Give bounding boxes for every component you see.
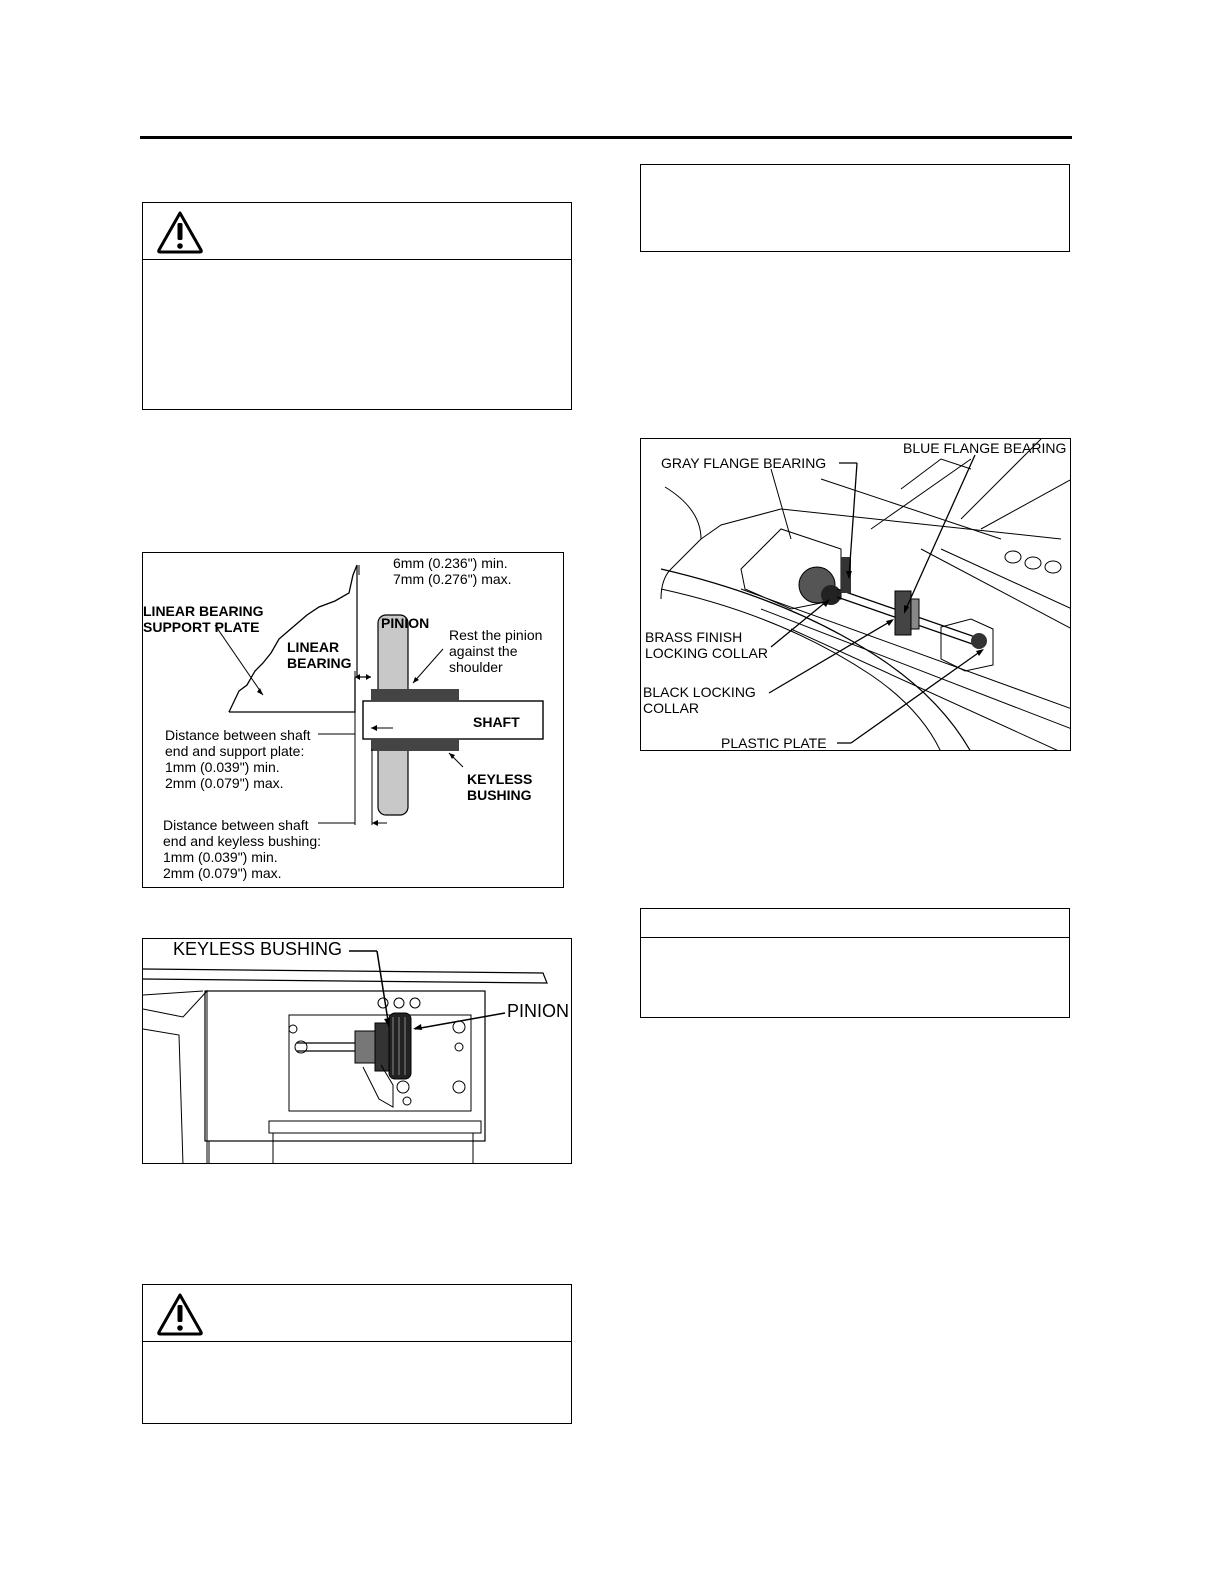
pinion-callout: PINION (507, 1001, 570, 1021)
rest-pinion-note: Rest the pinion against the shoulder (449, 627, 543, 675)
warning-triangle-icon (155, 209, 205, 255)
pinion-label: PINION (381, 615, 430, 631)
pinion-assembly-drawing (143, 939, 572, 1164)
linear-bearing-label: LINEAR BEARING (287, 639, 352, 671)
blue-flange-bearing-label: BLUE FLANGE BEARING (903, 440, 1067, 456)
black-locking-collar-label: BLACK LOCKING COLLAR (643, 684, 756, 716)
shaft-clearance-diagram (142, 552, 564, 888)
gap-min-max-label: 6mm (0.236") min. 7mm (0.276") max. (393, 555, 512, 587)
flange-bearing-figure (640, 438, 1071, 751)
keyless-bushing-label: KEYLESS BUSHING (467, 771, 533, 803)
brass-locking-collar-label: BRASS FINISH LOCKING COLLAR (645, 629, 768, 661)
bushing-distance-note: Distance between shaft end and keyless bushing: 1mm (0.039") min. 2mm (0.079") max. (163, 817, 321, 881)
support-plate-distance-note: Distance between shaft end and support plate: 1mm (0.039") min. 2mm (0.079") max. (165, 727, 311, 791)
plastic-plate-label: PLASTIC PLATE (721, 735, 827, 751)
gray-flange-bearing-label: GRAY FLANGE BEARING (661, 455, 827, 471)
caution-box-bottom (142, 1284, 572, 1424)
keyless-bushing-pinion-figure (142, 938, 572, 1164)
note-box-bottom (640, 908, 1070, 1018)
shaft-label: SHAFT (473, 714, 520, 730)
support-plate-label: LINEAR BEARING SUPPORT PLATE (143, 603, 264, 635)
caution-box-top (142, 202, 572, 410)
warning-triangle-icon (155, 1291, 205, 1337)
header-rule (140, 136, 1072, 139)
keyless-bushing-callout: KEYLESS BUSHING (173, 939, 343, 959)
note-box-top (640, 164, 1070, 252)
